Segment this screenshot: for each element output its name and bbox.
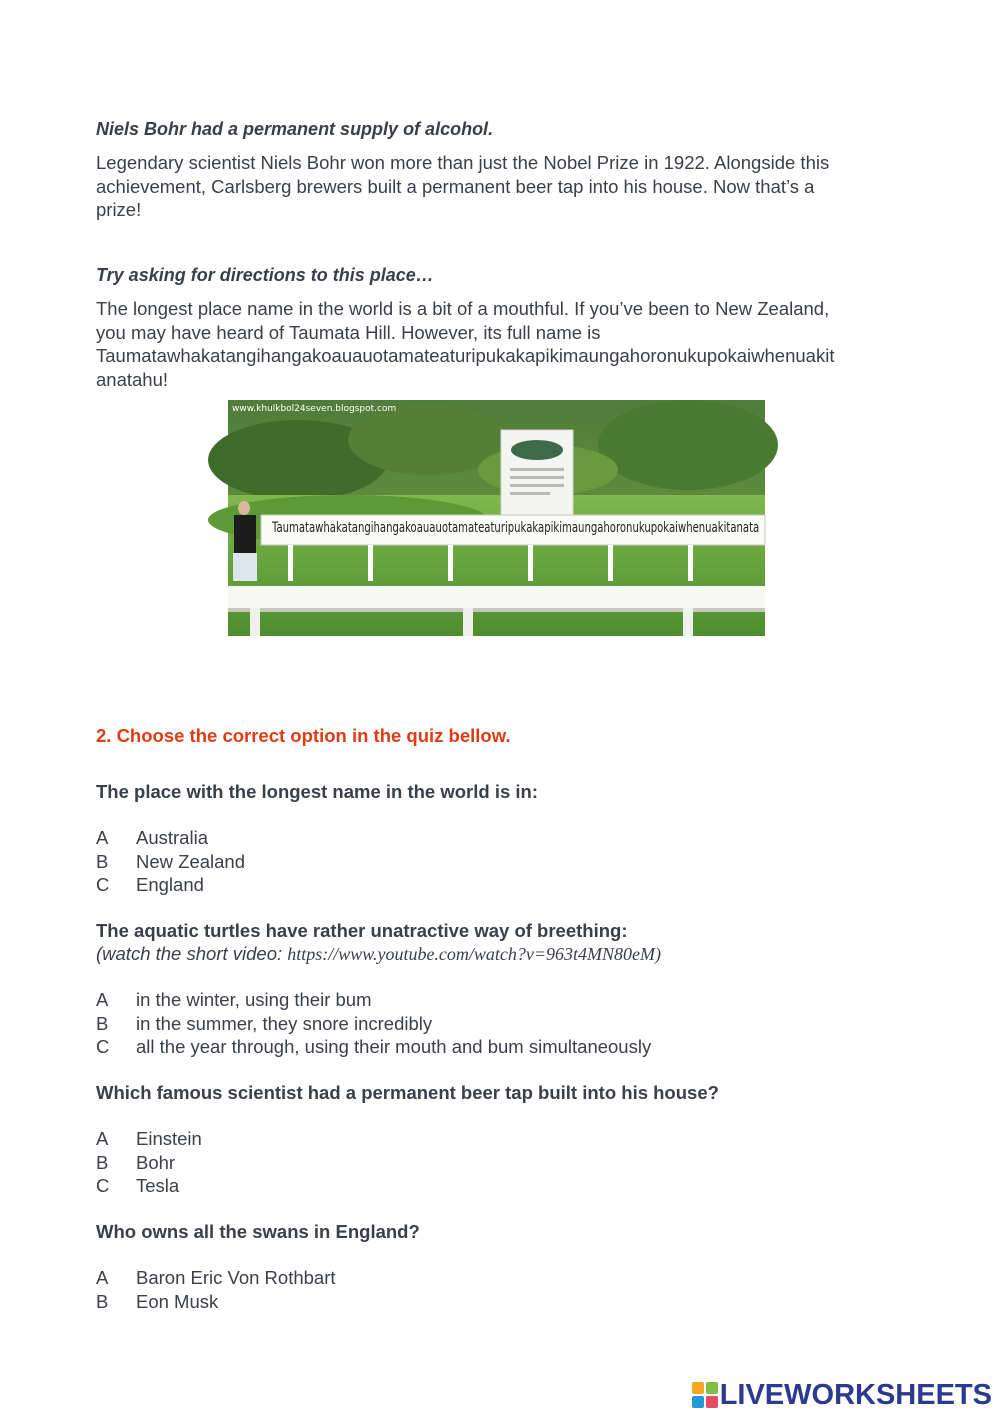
option-b[interactable]: B New Zealand [96, 850, 246, 872]
bohr-title: Niels Bohr had a permanent supply of alcohol. [96, 119, 494, 139]
option-c[interactable]: C England [96, 874, 204, 895]
question-3: Which famous scientist had a permanent beer tap built into his house? [96, 1082, 719, 1103]
option-a[interactable]: A Australia [96, 827, 208, 848]
option-a[interactable]: A Baron Eric Von Rothbart [96, 1267, 336, 1288]
logo-text: LIVEWORKSHEETS [719, 1378, 992, 1411]
question-2: The aquatic turtles have rather unatractive way of breething: [96, 920, 628, 941]
question-1-options [96, 826, 245, 897]
quiz-heading: 2. Choose the correct option in the quiz bellow. [96, 725, 511, 746]
logo-blocks-icon [692, 1382, 718, 1408]
bohr-paragraph [96, 151, 829, 222]
option-a[interactable]: A in the winter, using their bum [96, 989, 372, 1010]
option-c[interactable]: C Tesla [96, 1175, 180, 1196]
sign-text: Taumatawhakatangihangakoauauotamateaturipukakapikimaungahoronukupokaiwhenuakitanata [272, 520, 760, 536]
text-line: Legendary scientist Niels Bohr won more than just the Nobel Prize in 1922. Alongside this [96, 152, 830, 173]
place-paragraph [96, 297, 834, 391]
video-note: (watch the short video: https://www.youtube.com/watch?v=963t4MN80eM) [96, 943, 662, 964]
text-line: prize! [96, 199, 142, 220]
taumata-sign-illustration [228, 400, 765, 636]
text-line: anatahu! [96, 368, 169, 390]
option-c[interactable]: C all the year through, using their mouth and bum simultaneously [96, 1036, 652, 1057]
question-1: The place with the longest name in the world is in: [96, 781, 538, 802]
option-a[interactable]: A Einstein [96, 1128, 202, 1149]
video-link[interactable]: https://www.youtube.com/watch?v=963t4MN80eM) [287, 944, 662, 964]
text-line: Taumatawhakatangihangakoauauotamateaturipukakapikimaungahoronukupokaiwhenuakit [96, 345, 835, 366]
option-b[interactable]: B in the summer, they snore incredibly [96, 1012, 433, 1034]
text-line: The longest place name in the world is a bit of a mouthful. If you’ve been to New Zealand, [96, 298, 830, 319]
question-3-options [96, 1127, 202, 1198]
text-line: you may have heard of Taumata Hill. However, its full name is [96, 321, 601, 343]
question-2-options [96, 988, 651, 1059]
option-b[interactable]: B Eon Musk [96, 1290, 219, 1312]
place-title: Try asking for directions to this place… [96, 265, 434, 285]
liveworksheets-logo[interactable] [692, 1378, 992, 1412]
text-line: achievement, Carlsberg brewers built a permanent beer tap into his house. Now that’s a [96, 175, 815, 197]
option-b[interactable]: B Bohr [96, 1151, 176, 1173]
question-4: Who owns all the swans in England? [96, 1221, 420, 1242]
photo-watermark: www.khulkbol24seven.blogspot.com [232, 404, 397, 414]
question-4-options [96, 1266, 336, 1313]
taumata-sign-photo [228, 400, 765, 636]
